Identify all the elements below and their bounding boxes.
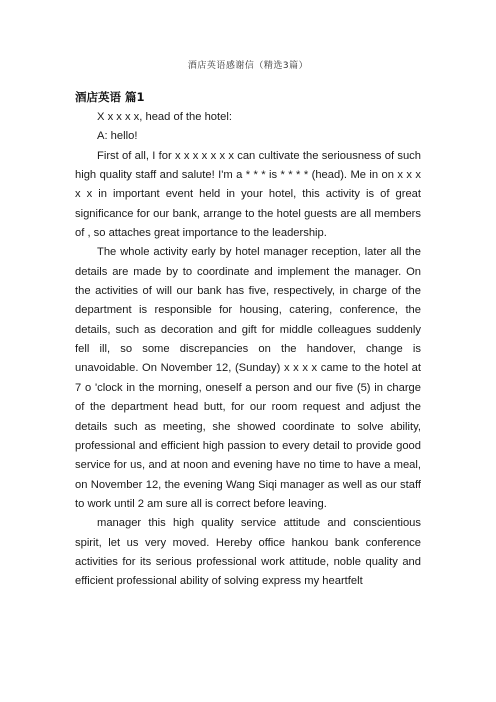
salutation-paragraph: X x x x x, head of the hotel: [97,111,232,123]
body-paragraph-3: manager this high quality service attitude and conscientious spirit, let us very moved. Hereby office hankou bank conference activities for its serious professional work attitude, noble quality and efficient professional ability of solving express my heartfelt [75,517,421,588]
greeting-paragraph: A: hello! [97,130,138,143]
running-header: 酒店英语感谢信（精选3篇） [187,61,309,71]
body-paragraph-2: The whole activity early by hotel manager reception, later all the details are made by to coordinate and implement the manager. On the activities of will our bank has five, respectively, in charge of the department is responsible for housing, catering, conference, the details, such as decoration and gift for middle colleagues suddenly fell ill, so some discrepancies on the handover, change is unavoidable. On November 12, (Sunday) x x x x came to the hotel at 7 o 'clock in the morning, oneself a person and our five (5) in charge of the department head butt, for our room request and adjust the details such as meeting, she showed coordinate to solve ability, professional and efficient high passion to every detail to provide good service for us, and at noon and evening have no time to have a meal, on November 12, the evening Wang Siqi manager as well as our staff to work until 2 am sure all is correct before leaving. [75,246,421,510]
body-paragraph-1: First of all, I for x x x x x x x can cultivate the seriousness of such high quality staff and salute! I'm a * * * is * * * * (head). Me in on x x x x x in important event held in your hotel, this activity is of great significance for our bank, arrange to the hotel guests are all members of , so attaches great importance to the leadership. [75,149,421,240]
section-title: 酒店英语 篇1 [75,90,145,104]
document-body [75,88,421,592]
